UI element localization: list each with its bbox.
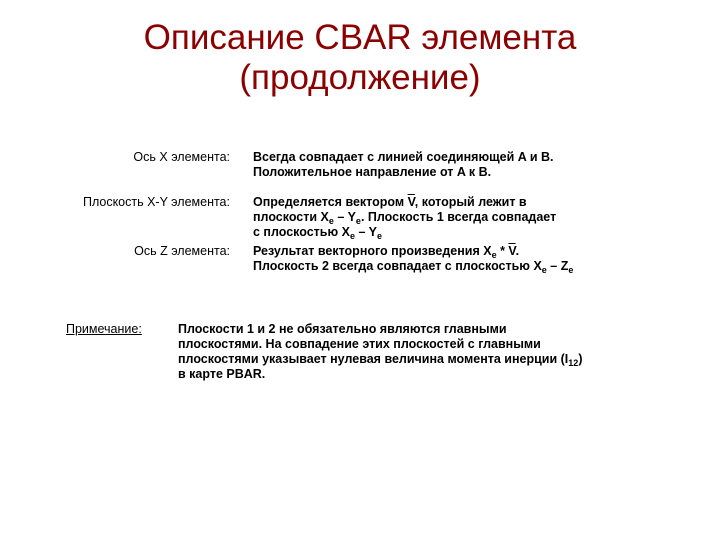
x-axis-line-2: Положительное направление от A к B. xyxy=(253,165,492,179)
note-line-3: плоскостями указывает нулевая величина момента инерции $(I_{12})$ xyxy=(178,352,583,368)
note-text xyxy=(178,322,582,382)
page-title: Описание CBAR элемента xyxy=(143,18,577,57)
xy-plane-line-1: Определяется вектором $\overline{V}$, который лежит в xyxy=(253,195,527,209)
x-axis-line-1: Всегда совпадает с линией соединяющей A и B. xyxy=(253,150,554,164)
z-axis-label: Ось Z элемента: xyxy=(134,244,230,258)
z-axis-line-2: Плоскость 2 всегда совпадает с плоскостью $X_e - Z_e$ xyxy=(253,259,574,275)
note-label: Примечание: xyxy=(66,322,142,336)
z-axis-description xyxy=(253,244,573,274)
xy-plane-description xyxy=(253,195,556,240)
xy-plane-line-3: с плоскостью $X_e - Y_e$ xyxy=(253,225,383,241)
xy-plane-label: Плоскость X-Y элемента: xyxy=(82,195,230,209)
vector-v: $\overline{V}$ xyxy=(508,244,516,258)
vector-v: $\overline{V}$ xyxy=(407,195,415,209)
page-subtitle: (продолжение) xyxy=(239,58,481,97)
z-axis-line-1: Результат векторного произведения $X_e * \overline{V}$. xyxy=(253,244,520,260)
note-line-4: в карте PBAR. xyxy=(178,367,266,381)
xy-plane-line-2: плоскости $X_e - Y_e$. Плоскость 1 всегда совпадает xyxy=(253,210,557,226)
note-line-1: Плоскости 1 и 2 не обязательно являются главными xyxy=(178,322,507,336)
x-axis-label: Ось X элемента: xyxy=(133,150,230,164)
x-axis-description xyxy=(253,150,553,180)
note-line-2: плоскостями. На совпадение этих плоскостей с главными xyxy=(178,337,541,351)
